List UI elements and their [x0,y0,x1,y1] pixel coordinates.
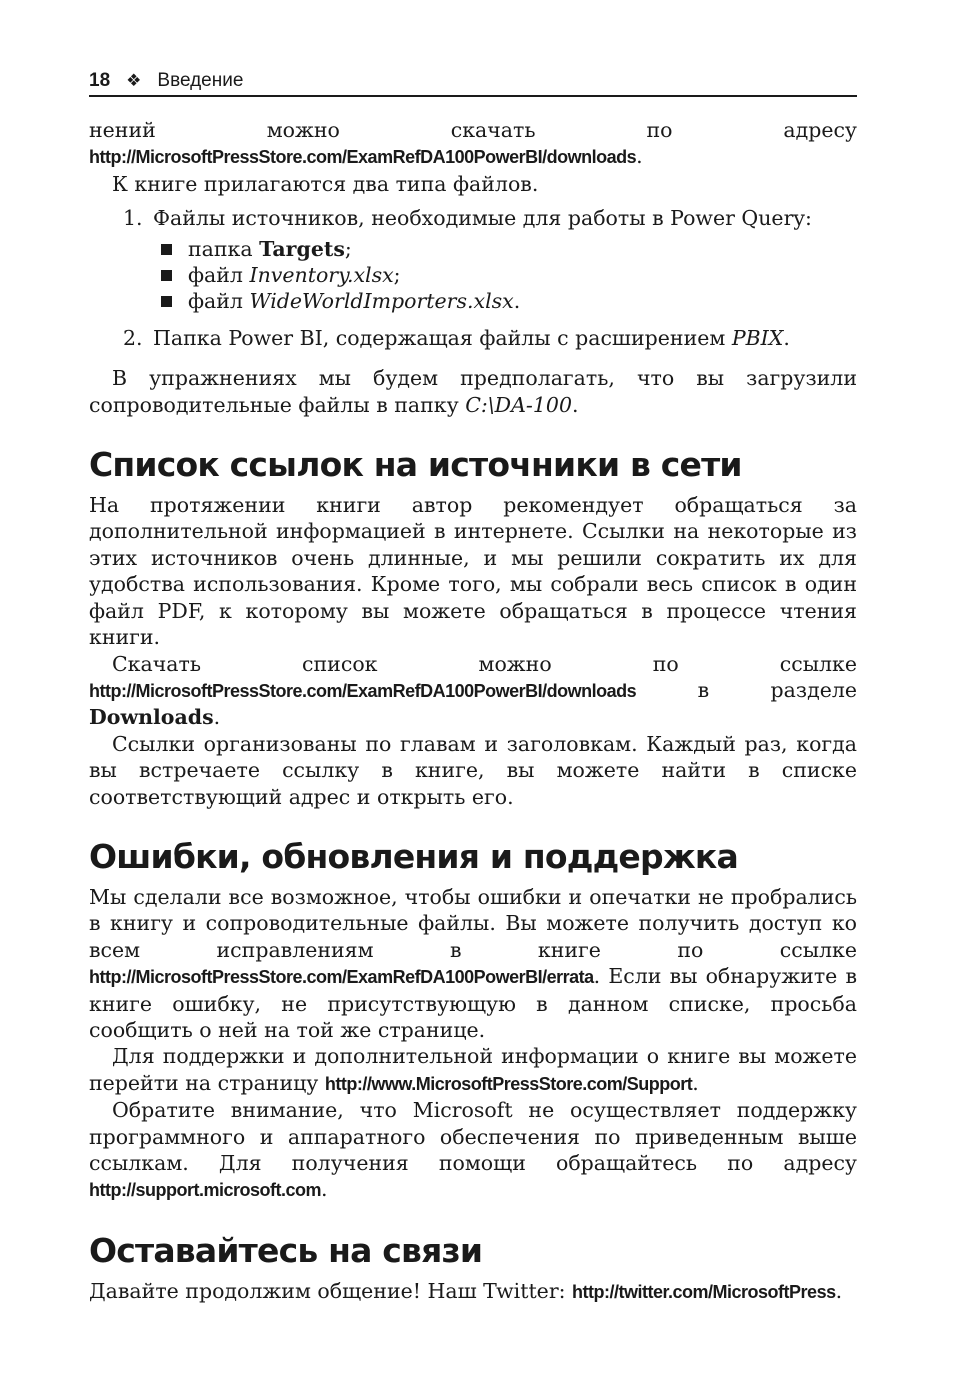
section-heading-contact: Оставайтесь на связи [89,1230,483,1270]
section-heading-links: Список ссылок на источники в сети [89,445,742,485]
errata-paragraph-3: Обратите внимание, что Microsoft не осуществляет поддержку программного и аппаратного обеспечения по приведенным выше ссылкам. Для получения помощи обращайтесь по адресу http://support.microsoft.com. [89,1098,857,1202]
list-item: 2. Папка Power BI, содержащая файлы с расширением PBIX. [123,325,790,350]
list-item: файл WideWorldImporters.xlsx. [188,288,857,314]
ornament-icon: ❖ [126,71,142,90]
downloads-link[interactable]: http://MicrosoftPressStore.com/ExamRefDA100PowerBI/downloads [89,680,637,701]
intro-paragraph-3: В упражнениях мы будем предполагать, что вы загрузили сопроводительные файлы в папку C:\DA-100. [89,366,857,417]
file-types-list [89,205,857,351]
links-paragraph-3: Ссылки организованы по главам и заголовкам. Каждый раз, когда вы встречаете ссылку в книге, вы можете найти в списке соответствующий адрес и открыть его. [89,731,857,809]
contact-paragraph: Давайте продолжим общение! Наш Twitter: http://twitter.com/MicrosoftPress. [89,1278,843,1303]
section-heading-errata: Ошибки, обновления и поддержка [89,836,738,876]
running-header [89,64,857,97]
bullet-square-icon [161,244,172,255]
list-item: файл Inventory.xlsx; [188,262,857,288]
bullet-square-icon [161,296,172,307]
errata-paragraph-2: Для поддержки и дополнительной информации о книге вы можете перейти на страницу http://www.MicrosoftPressStore.com/Support. [89,1044,857,1095]
errata-paragraph-1: Мы сделали все возможное, чтобы ошибки и опечатки не пробрались в книгу и сопроводительные файлы. Вы можете получить доступ ко всем исправлениям в книге по ссылке http://MicrosoftPressStore.com/ExamRefDA100PowerBI/errata. Если вы обнаружите в книге ошибку, не присутствующую в данном списке, просьба сообщить о ней на той же странице. [89,884,857,1042]
list-item: папка Targets; [188,236,857,262]
links-paragraph-2: Скачать список можно по ссылке http://MicrosoftPressStore.com/ExamRefDA100PowerBI/downloads в разделе Downloads. [89,651,857,730]
downloads-link[interactable]: http://MicrosoftPressStore.com/ExamRefDA100PowerBI/downloads [89,147,637,168]
support-link[interactable]: http://www.MicrosoftPressStore.com/Support [324,1073,693,1094]
microsoft-support-link[interactable]: http://support.microsoft.com [89,1180,321,1201]
bullet-square-icon [161,270,172,281]
twitter-link[interactable]: http://twitter.com/MicrosoftPress [572,1281,836,1302]
intro-paragraph-1: нений можно скачать по адресу http://MicrosoftPressStore.com/ExamRefDA100PowerBI/downloads. [89,118,857,169]
source-files-list [153,236,857,315]
errata-link[interactable]: http://MicrosoftPressStore.com/ExamRefDA100PowerBI/errata [89,967,594,988]
links-paragraph-1: На протяжении книги автор рекомендует обращаться за дополнительной информацией в интернете. Ссылки на некоторые из этих источников очень длинные, и мы решили сократить их для удобства использования. Кроме того, мы собрали весь список в один файл PDF, к которому вы можете обращаться в процессе чтения книги. [89,493,857,650]
intro-paragraph-2: К книге прилагаются два типа файлов. [112,171,539,196]
list-item: 1. Файлы источников, необходимые для работы в Power Query: папка Targets; файл Inventory.xlsx; файл WideWorldImporters.xlsx. [153,205,857,315]
running-section-title: Введение [157,70,244,91]
book-page [89,64,857,1305]
page-number: 18 [89,70,111,91]
